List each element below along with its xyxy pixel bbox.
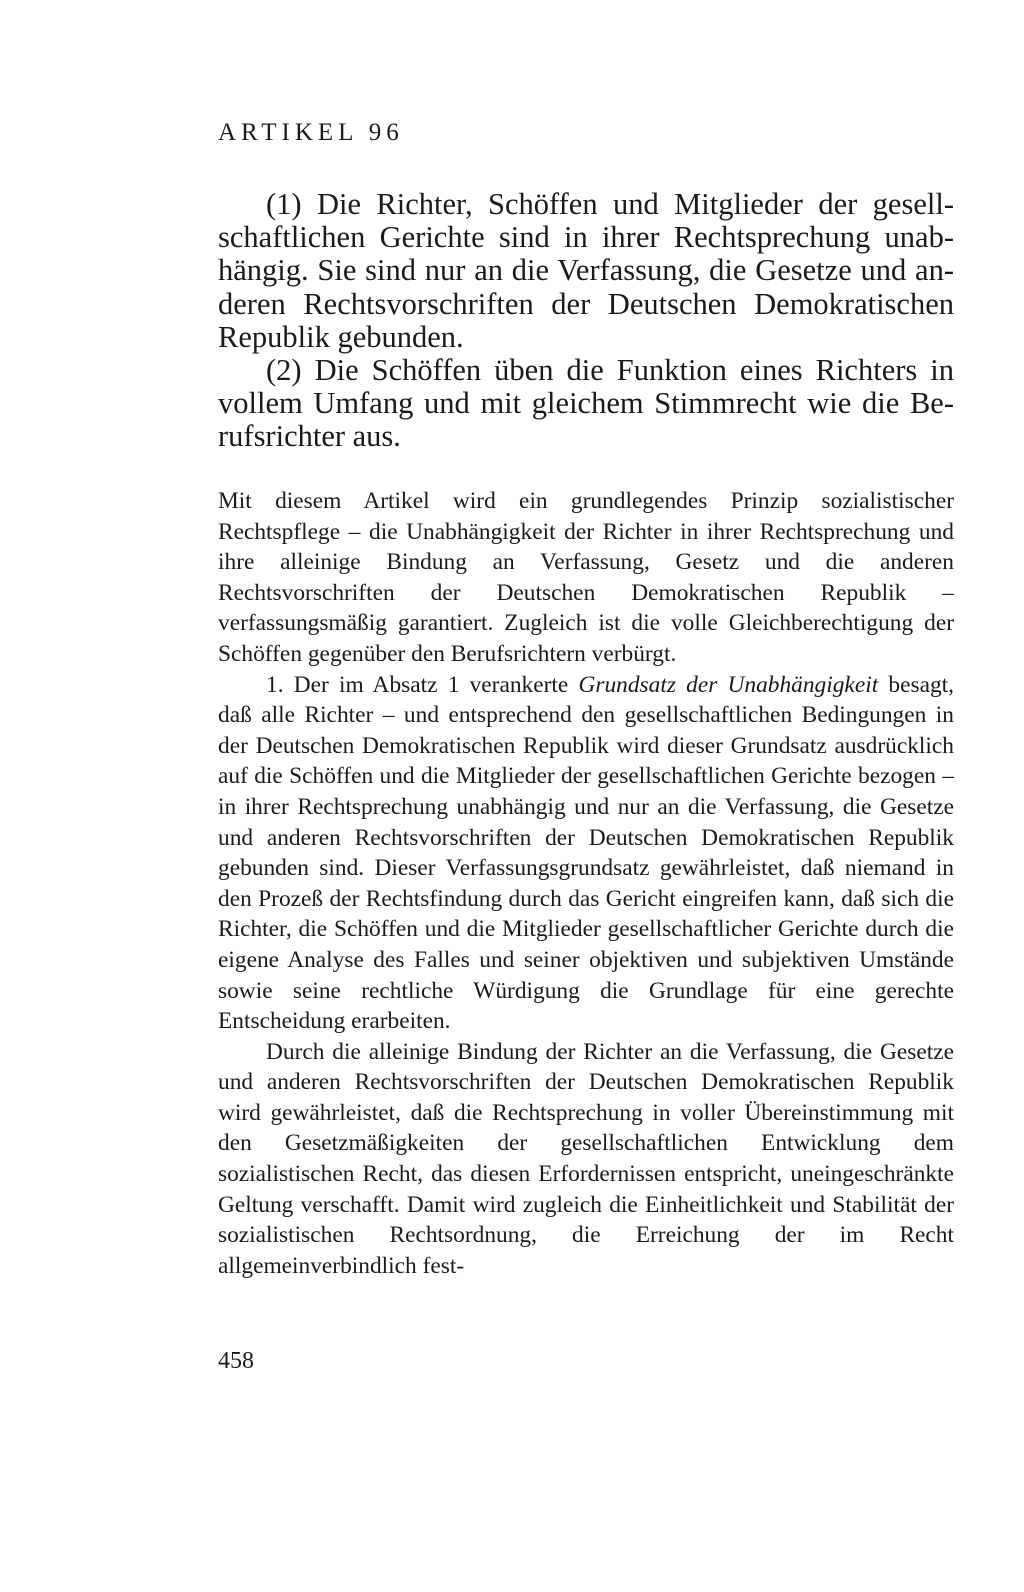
commentary-paragraph-3: Durch die alleinige Bindung der Richter an die Verfassung, die Gesetze und anderen Rechtsvorschriften der Deutschen Demokratischen Republik wird gewährleistet, daß die Rechtsprechung in voller Übereinstimmung mit den Gesetzmäßigkeiten der gesellschaftlichen Entwicklung dem sozialistischen Recht, das diesen Erfordernissen entspricht, uneingeschränkte Geltung verschafft. Damit wird zugleich die Einheitlichkeit und Stabilität der sozialistischen Rechtsordnung, die Erreichung der im Recht allgemeinverbindlich fest- — [218, 1038, 954, 1279]
commentary-paragraph-2 — [218, 670, 954, 1037]
article-text — [218, 188, 954, 454]
article-paragraph-1: (1) Die Richter, Schöffen und Mitglieder der gesellschaftlichen Gerichte sind in ihrer Rechtsprechung unabhängig. Sie sind nur an die Verfassung, die Gesetze und anderen Rechtsvorschriften der Deutschen Demokratischen Republik gebunden. — [218, 187, 954, 354]
emphasized-principle: Grundsatz der Unabhängigkeit — [578, 671, 879, 698]
commentary-paragraph-2-start: 1. Der im Absatz 1 verankerte — [266, 671, 579, 698]
page-number: 458 — [218, 1348, 254, 1374]
article-paragraph-2: (2) Die Schöffen üben die Funktion eines Richters in vollem Umfang und mit gleichem Stimmrecht wie die Berufsrichter aus. — [218, 353, 954, 454]
commentary-paragraph-1: Mit diesem Artikel wird ein grundlegendes Prinzip sozialistischer Rechtspflege – die Unabhängigkeit der Richter in ihrer Rechtsprechung und ihre alleinige Bindung an Verfassung, Gesetz und die anderen Rechtsvorschriften der Deutschen Demokratischen Republik – verfassungsmäßig garantiert. Zugleich ist die volle Gleichberechtigung der Schöffen gegenüber den Berufsrichtern verbürgt. — [218, 488, 954, 667]
commentary — [218, 486, 954, 1281]
commentary-paragraph-2-rest: besagt, daß alle Richter – und entsprechend den gesellschaftlichen Bedingungen in der Deutschen Demokratischen Republik wird dieser Grundsatz ausdrücklich auf die Schöffen und die Mitglieder der gesellschaftlichen Gerichte bezogen – in ihrer Rechtsprechung unabhängig und nur an die Verfassung, die Gesetze und anderen Rechtsvorschriften der Deutschen Demokratischen Republik gebunden sind. Dieser Verfassungsgrundsatz gewährleistet, daß niemand in den Prozeß der Rechtsfindung durch das Gericht eingreifen kann, daß sich die Richter, die Schöffen und die Mitglieder gesellschaftlicher Gerichte durch die eigene Analyse des Falles und seiner objektiven und subjektiven Umstände sowie seine rechtliche Würdigung die Grundlage für eine gerechte Entscheidung erarbeiten. — [218, 671, 954, 1035]
article-heading: ARTIKEL 96 — [218, 119, 404, 146]
